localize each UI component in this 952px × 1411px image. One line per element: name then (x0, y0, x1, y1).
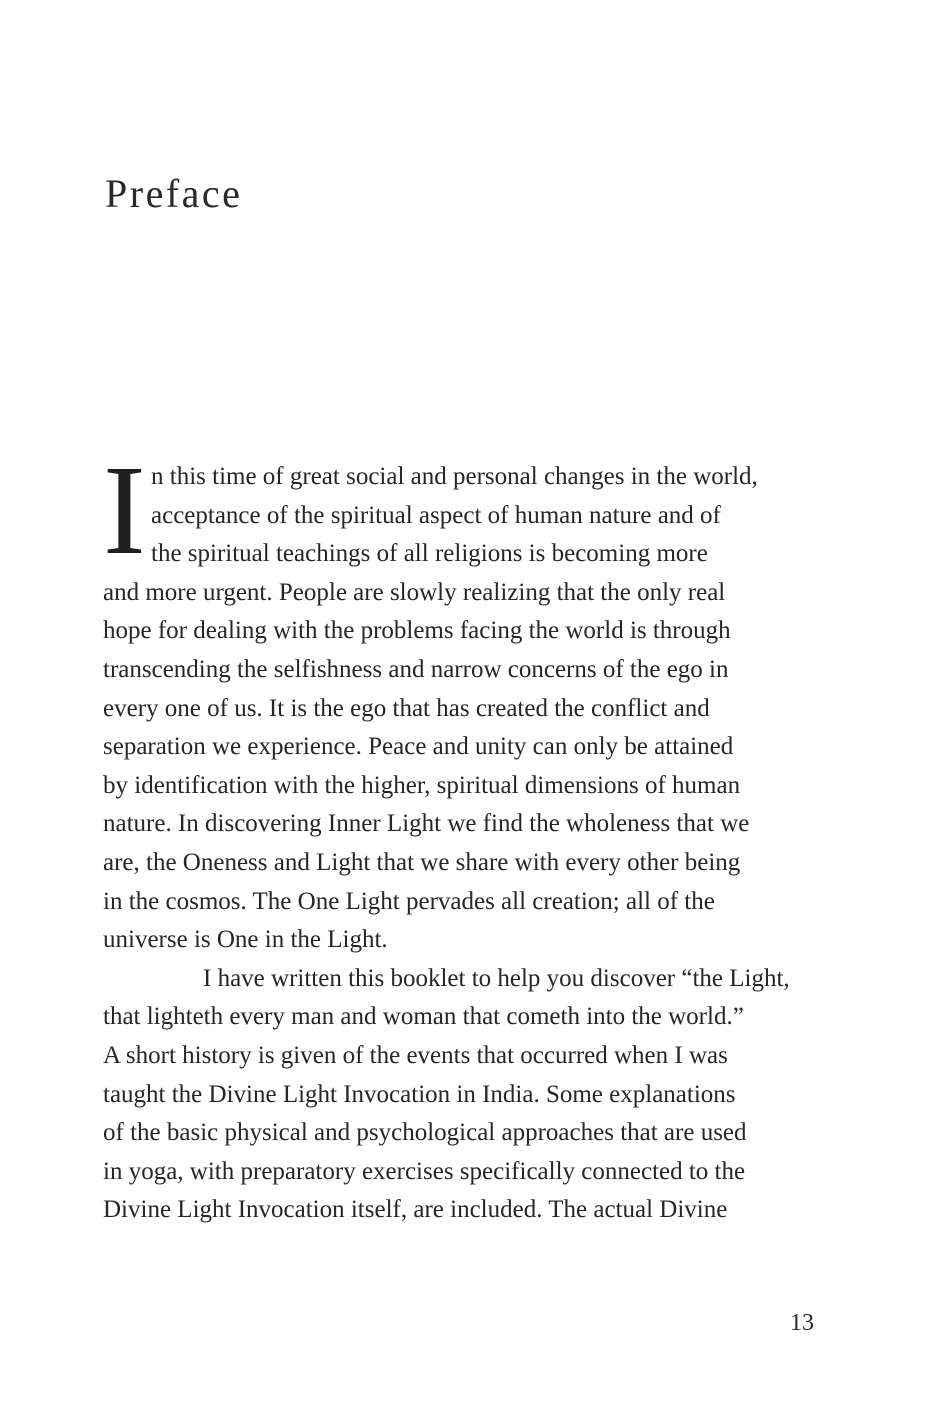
chapter-title: Preface (105, 171, 243, 216)
text-line: every one of us. It is the ego that has created the conflict and (103, 694, 710, 722)
text-line: universe is One in the Light. (103, 926, 388, 954)
text-line: in yoga, with preparatory exercises specifically connected to the (103, 1157, 746, 1185)
text-line: acceptance of the spiritual aspect of human nature and of (151, 501, 721, 529)
text-line: of the basic physical and psychological approaches that are used (103, 1119, 747, 1147)
text-line: by identification with the higher, spiritual dimensions of human (103, 771, 741, 799)
drop-cap: I (103, 439, 146, 581)
paragraph-1 (103, 458, 815, 960)
text-line: taught the Divine Light Invocation in India. Some explanations (103, 1080, 736, 1108)
body-text (103, 458, 815, 1230)
text-line: and more urgent. People are slowly realizing that the only real (103, 578, 726, 606)
text-line: transcending the selfishness and narrow concerns of the ego in (103, 655, 729, 683)
text-line: Divine Light Invocation itself, are included. The actual Divine (103, 1196, 728, 1224)
text-line: I have written this booklet to help you discover “the Light, (203, 964, 790, 992)
text-line: that lighteth every man and woman that cometh into the world.” (103, 1003, 744, 1031)
page-number: 13 (790, 1310, 814, 1336)
text-line: n this time of great social and personal changes in the world, (151, 463, 758, 490)
text-line: separation we experience. Peace and unity can only be attained (103, 733, 734, 761)
text-line: are, the Oneness and Light that we share with every other being (103, 848, 741, 876)
text-line: nature. In discovering Inner Light we find the wholeness that we (103, 810, 750, 838)
text-line: hope for dealing with the problems facing the world is through (103, 617, 731, 645)
paragraph-2 (103, 960, 815, 1230)
text-line: the spiritual teachings of all religions is becoming more (151, 540, 708, 568)
text-line: A short history is given of the events that occurred when I was (103, 1041, 728, 1069)
text-line: in the cosmos. The One Light pervades all creation; all of the (103, 887, 715, 915)
